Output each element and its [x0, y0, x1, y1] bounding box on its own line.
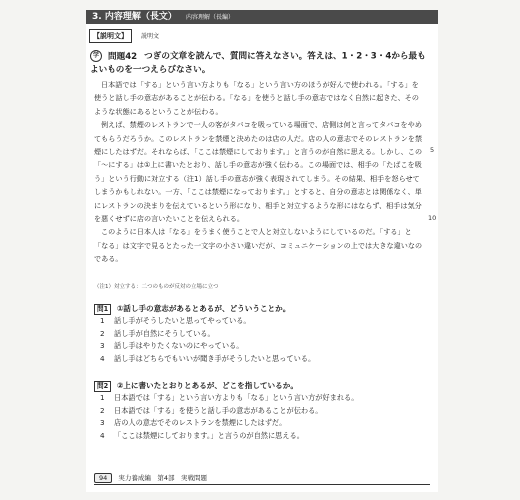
page-number: 94 [94, 473, 112, 483]
footer [94, 473, 207, 483]
question-number: 問題42 [108, 51, 138, 62]
question-1 [94, 303, 426, 365]
passage-paragraph: 例えば、禁煙のレストランで一人の客がタバコを吸っている場面で、店側は何と言ってタバコをやめてもらうだろうか。このレストランを禁煙と決めたのは店の人だ。店の人の意志でそのレストランを禁煙にしたはずだ。それならば、「ここは禁煙にしております。」と言うのが自然に思える。しかし、この「〜にする」は①上に書いたとおり、話し手の意志が強く伝わる。この場面では、相手の「たばこを吸う」という行動に対立する（注1）話し手の意志が強く表現されてしまう。その結果、相手を怒らせてしまうかもしれない。一方、「ここは禁煙になっております。」とすると、自分の意志とは関係なく、単にレストランの決まりを伝えているという形になり、相手と対立するような形にはならず、相手は気分を悪くせずに店の言いたいことを伝えられる。 [94, 120, 423, 224]
genre-note: 説明文 [141, 33, 160, 40]
question-1-stem [94, 303, 426, 315]
option[interactable]: 2 話し手が自然にそうしている。 [100, 328, 215, 338]
question-2 [94, 380, 426, 442]
option[interactable]: 3 話し手はやりたくないのにやっている。 [100, 341, 244, 351]
option[interactable]: 2 日本語では「する」を使うと話し手の意志があることが伝わる。 [100, 405, 323, 415]
section-bar [86, 10, 438, 24]
question-header [90, 50, 430, 77]
question-instruction: つぎの文章を読んで、質問に答えなさい。答えは、1・2・3・4から最もよいものを一つえらびなさい。 [90, 51, 426, 75]
option[interactable]: 1 日本語では「する」という言い方よりも「なる」という言い方が好まれる。 [100, 393, 359, 402]
page [86, 10, 438, 492]
question-2-stem [94, 380, 426, 392]
line-number: 10 [428, 214, 437, 222]
option[interactable]: 3 店の人の意志でそのレストランを禁煙にしたはずだ。 [100, 418, 287, 428]
option[interactable]: 4 話し手はどちらでもいいが聞き手がそうしたいと思っている。 [100, 353, 316, 363]
question-1-tag: 問1 [94, 304, 111, 315]
option[interactable]: 4 「ここは禁煙にしております。」と言うのが自然に思える。 [100, 430, 304, 440]
section-subtitle: 内容理解（長編） [185, 14, 234, 21]
question-2-text: ②上に書いたとおりとあるが、どこを指しているか。 [116, 381, 298, 390]
footer-text: 実力養成編 第4部 実戦問題 [118, 474, 207, 482]
line-number: 5 [430, 146, 435, 154]
question-2-tag: 問2 [94, 381, 111, 392]
footer-divider [94, 484, 430, 485]
section-title: 3. 内容理解（長文） [92, 12, 177, 22]
footnote: （注1）対立する：二つのものが反対の立場に立つ [94, 284, 219, 290]
passage-paragraph: このように日本人は「なる」をうまく使うことで人と対立しないようにしているのだ。「する」と「なる」は文字で見るとたった一文字の小さい違いだが、コミュニケーションの上では大きな違いなのである。 [94, 227, 423, 264]
question-1-text: ①話し手の意志があるとあるが、どういうことか。 [116, 304, 291, 313]
option[interactable]: 1 話し手がそうしたいと思ってやっている。 [100, 316, 251, 325]
question-icon: 学 [90, 50, 102, 62]
passage-paragraph: 日本語では「する」という言い方よりも「なる」という言い方のほうが好んで使われる。「する」を使うと話し手の意志があることが伝わる。「なる」を使うと話し手の意志ではなく自然に起きた、そのような状態にあるということが伝わる。 [94, 80, 420, 116]
genre-label: 【説明文】 [89, 29, 132, 43]
passage [94, 78, 426, 266]
